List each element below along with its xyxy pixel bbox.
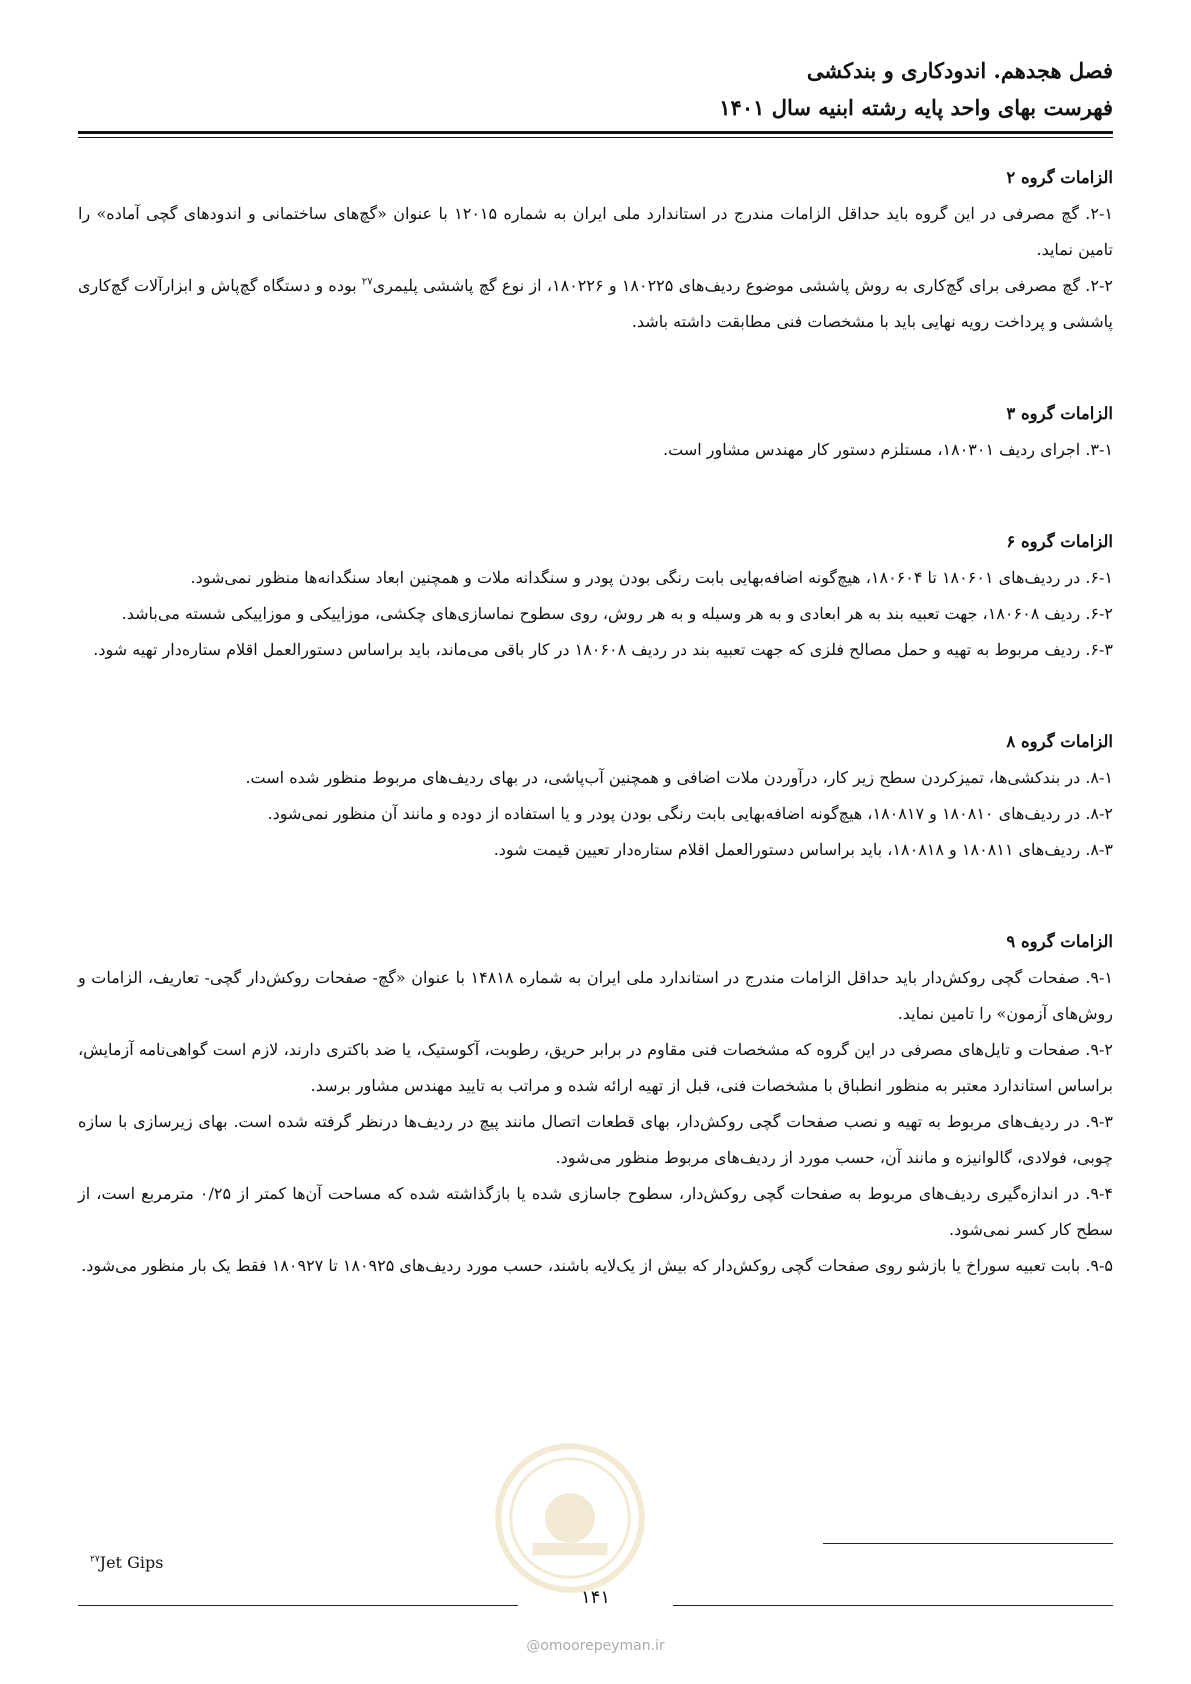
group-8-title: الزامات گروه ۸: [1006, 732, 1113, 751]
header-rule-thin: [78, 137, 1113, 138]
item-8-3: ۸-۳. ردیف‌های ۱۸۰۸۱۱ و ۱۸۰۸۱۸، باید براساس دستورالعمل اقلام ستاره‌دار تعیین قیمت شود.: [493, 840, 1113, 859]
item-8-1: ۸-۱. در بندکشی‌ها، تمیزکردن سطح زیر کار، درآوردن ملات اضافی و همچنین آب‌پاشی، در بهای ردیف‌های مربوط منظور شده است.: [245, 768, 1113, 787]
footnote-ref[interactable]: ۲۷: [361, 276, 373, 288]
header-rule-thick: [78, 131, 1113, 134]
item-9-4: ۹-۴. در اندازه‌گیری ردیف‌های مربوط به صفحات گچی روکش‌دار، سطوح جاسازی شده یا بازگذاشته شده که مساحت آن‌ها کمتر از ۰/۲۵ مترمربع است، از سطح کار کسر نمی‌شود.: [78, 1184, 1114, 1239]
page-body: [78, 160, 1113, 1284]
item-9-5: ۹-۵. بابت تعبیه سوراخ یا بازشو روی صفحات گچی روکش‌دار که بیش از یک‌لایه باشند، حسب مورد ردیف‌های ۱۸۰۹۲۵ تا ۱۸۰۹۲۷ فقط یک بار منظور می‌شود.: [81, 1256, 1113, 1275]
item-6-1: ۶-۱. در ردیف‌های ۱۸۰۶۰۱ تا ۱۸۰۶۰۴، هیچ‌گونه اضافه‌بهایی بابت رنگی بودن پودر و سنگدانه ملات و همچنین ابعاد سنگدانه‌ها منظور نمی‌شود.: [190, 568, 1113, 587]
group-3-title: الزامات گروه ۳: [1006, 404, 1113, 423]
item-2-1: ۲-۱. گچ مصرفی در این گروه باید حداقل الزامات مندرج در استاندارد ملی ایران به شماره ۱۲۰۱۵ با عنوان «گچ‌های ساختمانی و اندودهای گچی آماده» را تامین نماید.: [78, 204, 1113, 259]
item-3-1: ۳-۱. اجرای ردیف ۱۸۰۳۰۱، مستلزم دستور کار مهندس مشاور است.: [663, 440, 1113, 459]
item-2-2-text: ۲-۲. گچ مصرفی برای گچ‌کاری به روش پاششی موضوع ردیف‌های ۱۸۰۲۲۵ و ۱۸۰۲۲۶، از نوع گچ پاششی پلیمری: [372, 276, 1113, 295]
group-6-title: الزامات گروه ۶: [1006, 532, 1113, 551]
item-2-2: [78, 268, 1113, 340]
item-8-2: ۸-۲. در ردیف‌های ۱۸۰۸۱۰ و ۱۸۰۸۱۷، هیچ‌گونه اضافه‌بهایی بابت رنگی بودن پودر و یا استفاده از دوده و مانند آن منظور نمی‌شود.: [267, 804, 1113, 823]
page-number: ۱۴۱: [580, 1587, 610, 1608]
footnote: [90, 1553, 163, 1572]
footnote-rule: [823, 1543, 1113, 1544]
item-9-1: ۹-۱. صفحات گچی روکش‌دار باید حداقل الزامات مندرج در استاندارد ملی ایران به شماره ۱۴۸۱۸ با عنوان «گچ- صفحات روکش‌دار گچی- تعاریف، الزامات و روش‌های آزمون» را تامین نماید.: [78, 968, 1113, 1023]
footnote-text: Jet Gips: [99, 1553, 164, 1572]
item-9-3: ۹-۳. در ردیف‌های مربوط به تهیه و نصب صفحات گچی روکش‌دار، بهای قطعات اتصال مانند پیچ در ردیف‌ها درنظر گرفته شده است. بهای زیرسازی با سازه چوبی، فولادی، گالوانیزه و مانند آن، حسب مورد از ردیف‌های مربوط منظور می‌شود.: [78, 1112, 1113, 1167]
chapter-title: فصل هجدهم. اندودکاری و بندکشی: [806, 58, 1113, 83]
watermark-seal-icon: [492, 1440, 648, 1596]
footnote-number: ۲۷: [90, 1554, 100, 1565]
item-6-3: ۶-۳. ردیف مربوط به تهیه و حمل مصالح فلزی که جهت تعبیه بند در ردیف ۱۸۰۶۰۸ در کار باقی می‌ماند، باید براساس دستورالعمل اقلام ستاره‌دار تهیه شود.: [93, 640, 1113, 659]
group-2-title: الزامات گروه ۲: [1006, 168, 1113, 187]
item-9-2: ۹-۲. صفحات و تایل‌های مصرفی در این گروه که مشخصات فنی مقاوم در برابر حریق، رطوبت، آکوستیک، یا ضد باکتری دارند، لازم است گواهی‌نامه آزمایش، براساس استاندارد معتبر به منظور انطباق با مشخصات فنی، قبل از تهیه ارائه شده و مراتب به تایید مهندس مشاور برسد.: [78, 1040, 1113, 1095]
item-6-2: ۶-۲. ردیف ۱۸۰۶۰۸، جهت تعبیه بند به هر ابعادی و به هر وسیله و به هر روش، روی سطوح نماسازی‌های چکشی، موزاییکی و موزاییکی شسته می‌باشد.: [121, 604, 1113, 623]
watermark-text: @omoorepeyman.ir: [526, 1638, 665, 1654]
item-2-2-text-after: بوده و دستگاه گچ‌پاش و ابزارآلات گچ‌کاری پاششی و پرداخت رویه نهایی باید با مشخصات فنی مطابقت داشته باشد.: [78, 276, 1113, 331]
price-list-subtitle: فهرست بهای واحد پایه رشته ابنیه سال ۱۴۰۱: [719, 95, 1113, 120]
group-9-title: الزامات گروه ۹: [1006, 932, 1113, 951]
